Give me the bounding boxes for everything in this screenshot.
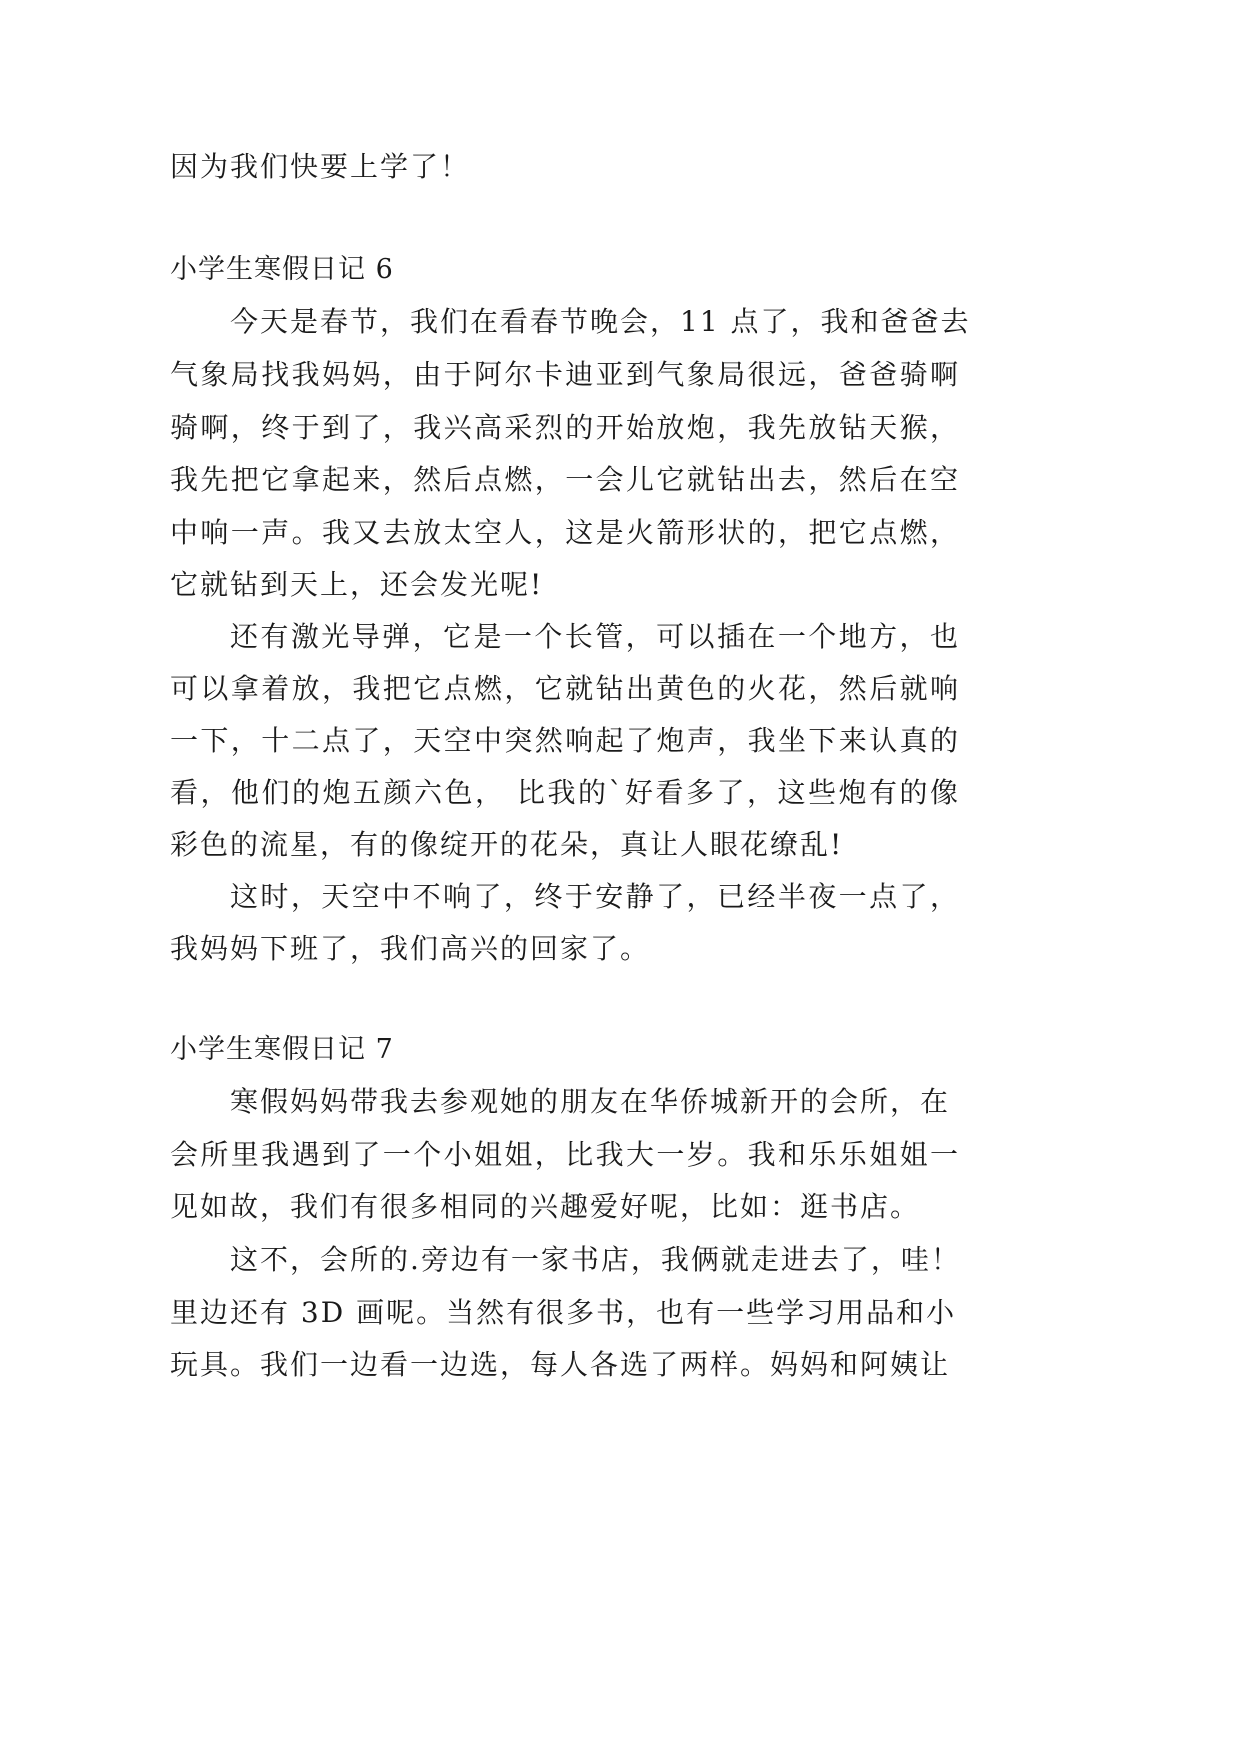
entry-7-line: 里边还有 3D 画呢。当然有很多书，也有一些学习用品和小 bbox=[170, 1296, 957, 1329]
entry-7-line: 会所里我遇到了一个小姐姐，比我大一岁。我和乐乐姐姐一 bbox=[170, 1138, 960, 1171]
entry-6-line: 还有激光导弹，它是一个长管，可以插在一个地方，也 bbox=[230, 620, 960, 653]
entry-6-line: 彩色的流星，有的像绽开的花朵，真让人眼花缭乱! bbox=[170, 828, 844, 861]
entry-6-line: 我先把它拿起来，然后点燃，一会儿它就钻出去，然后在空 bbox=[170, 463, 960, 496]
entry-6-line: 可以拿着放，我把它点燃，它就钻出黄色的火花，然后就响 bbox=[170, 672, 960, 705]
entry-7-line: 见如故，我们有很多相同的兴趣爱好呢，比如：逛书店。 bbox=[170, 1190, 921, 1223]
entry-6-line: 一下，十二点了，天空中突然响起了炮声，我坐下来认真的 bbox=[170, 724, 960, 757]
entry-6-line: 中响一声。我又去放太空人，这是火箭形状的，把它点燃， bbox=[170, 516, 960, 549]
intro-line: 因为我们快要上学了！ bbox=[170, 150, 471, 183]
entry-6-line: 我妈妈下班了，我们高兴的回家了。 bbox=[170, 932, 651, 965]
entry-6-line: 气象局找我妈妈，由于阿尔卡迪亚到气象局很远，爸爸骑啊 bbox=[170, 358, 960, 391]
entry-7-line: 玩具。我们一边看一边选，每人各选了两样。妈妈和阿姨让 bbox=[170, 1348, 951, 1381]
entry-6-line: 看，他们的炮五颜六色， 比我的`好看多了，这些炮有的像 bbox=[170, 776, 960, 809]
entry-6-line: 骑啊，终于到了，我兴高采烈的开始放炮，我先放钻天猴， bbox=[170, 411, 960, 444]
entry-6-line: 它就钻到天上，还会发光呢! bbox=[170, 568, 544, 601]
entry-6-line: 今天是春节，我们在看春节晚会，11 点了，我和爸爸去 bbox=[230, 305, 971, 338]
entry-7-title: 小学生寒假日记 7 bbox=[170, 1034, 394, 1065]
entry-7-line: 寒假妈妈带我去参观她的朋友在华侨城新开的会所，在 bbox=[230, 1085, 951, 1118]
entry-6-title: 小学生寒假日记 6 bbox=[170, 254, 394, 285]
entry-7-line: 这不，会所的.旁边有一家书店，我俩就走进去了，哇！ bbox=[230, 1243, 961, 1276]
entry-6-line: 这时，天空中不响了，终于安静了，已经半夜一点了， bbox=[230, 880, 960, 913]
